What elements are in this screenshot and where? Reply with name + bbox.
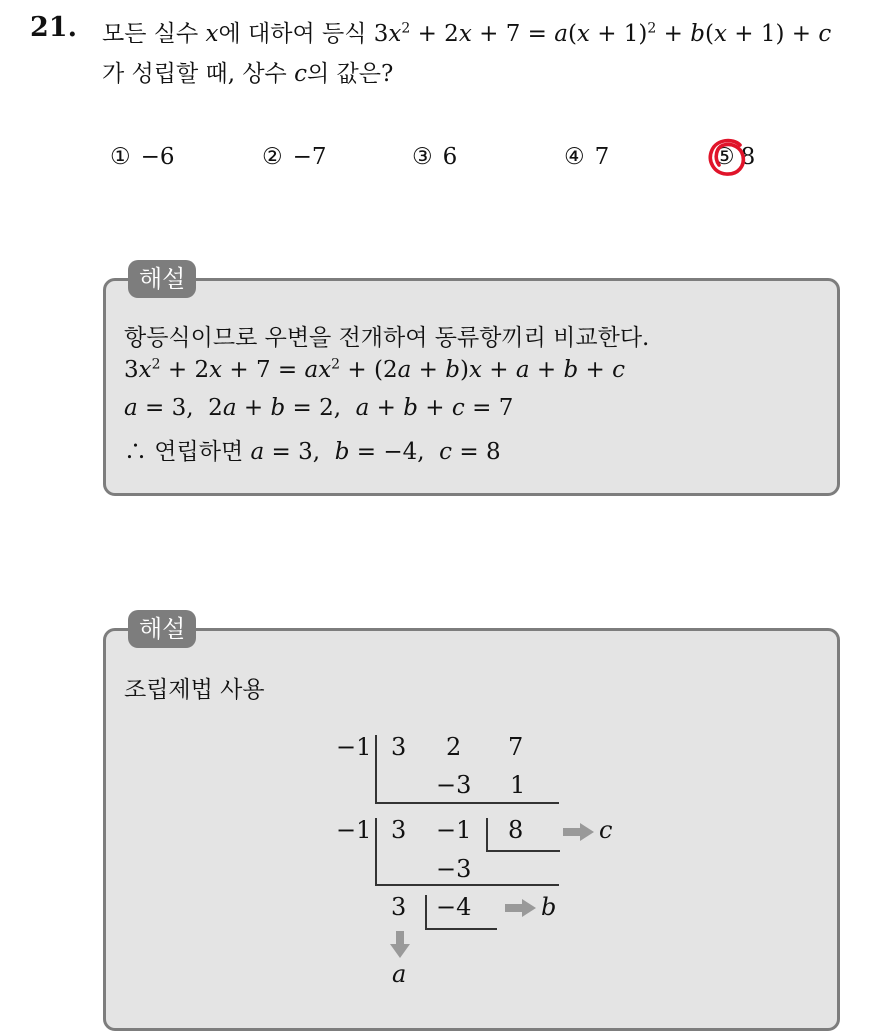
arrow-right-icon <box>563 823 595 841</box>
choice-5-mark: ⑤ <box>714 144 735 170</box>
row1-coef-2: 2 <box>446 733 462 761</box>
division-bar-horizontal-2 <box>375 884 559 886</box>
choice-3[interactable] <box>412 144 457 170</box>
arrow-down-icon <box>390 931 410 959</box>
solution-tag-1: 해설 <box>128 260 196 298</box>
solution1-line-3: a = 3, 2a + b = 2, a + b + c = 7 <box>124 395 514 421</box>
choice-1-value: −6 <box>140 144 175 170</box>
choice-2-value: −7 <box>292 144 327 170</box>
choice-5-value: 8 <box>740 144 756 170</box>
division-bar-vertical-2 <box>375 818 377 884</box>
row3-value-2: −1 <box>436 816 472 844</box>
division-bar-horizontal-1 <box>375 802 559 804</box>
remainder-b: −4 <box>436 893 472 921</box>
row1-coef-1: 3 <box>391 733 407 761</box>
row2-value-1: −3 <box>436 771 472 799</box>
question-line-1 <box>102 15 831 48</box>
question-number: 21. <box>30 12 77 43</box>
choice-1[interactable] <box>110 144 175 170</box>
choice-2-mark: ② <box>262 144 283 170</box>
divisor-2: −1 <box>336 816 372 844</box>
solution-tag-2: 해설 <box>128 610 196 648</box>
label-a: a <box>392 960 407 988</box>
choice-3-mark: ③ <box>412 144 433 170</box>
quotient-a: 3 <box>391 893 407 921</box>
row3-value-1: 3 <box>391 816 407 844</box>
remainder-box-horizontal-1 <box>486 850 560 852</box>
choice-3-value: 6 <box>442 144 458 170</box>
question-text-d: 의 값은? <box>306 61 394 87</box>
question-text-b: 에 대하여 등식 <box>218 21 367 47</box>
choice-4-value: 7 <box>594 144 610 170</box>
question-text-c: 가 성립할 때, 상수 <box>102 61 287 87</box>
question-equation: $3x^2 + 2x + 7 = a(x + 1)^2 + b(x + 1) + c$ <box>373 20 832 47</box>
solution2-title: 조립제법 사용 <box>124 677 265 703</box>
remainder-c: 8 <box>508 816 524 844</box>
remainder-box-horizontal-2 <box>425 928 497 930</box>
divisor-1: −1 <box>336 733 372 761</box>
question-var-c: c <box>294 61 307 87</box>
remainder-box-vertical-2 <box>425 895 427 928</box>
choice-1-mark: ① <box>110 144 131 170</box>
row4-value-1: −3 <box>436 855 472 883</box>
solution1-line-1: 항등식이므로 우변을 전개하여 동류항끼리 비교한다. <box>124 325 650 351</box>
remainder-box-vertical-1 <box>486 818 488 850</box>
answer-circle-mark <box>706 136 748 178</box>
label-b: b <box>541 893 557 921</box>
row2-value-2: 1 <box>510 771 526 799</box>
solution1-line-2: $3x^2 + 2x + 7 = ax^2 + (2a + b)x + a + b + c$ <box>124 356 625 383</box>
choice-4-mark: ④ <box>564 144 585 170</box>
solution1-line-4: ∴ 연립하면 a = 3, b = −4, c = 8 <box>124 439 501 465</box>
question-text-a: 모든 실수 <box>102 21 199 47</box>
label-c: c <box>599 816 613 844</box>
arrow-right-icon <box>505 899 537 917</box>
question-var-x: x <box>205 21 219 47</box>
division-bar-vertical-1 <box>375 735 377 802</box>
row1-coef-3: 7 <box>508 733 524 761</box>
choice-2[interactable] <box>262 144 327 170</box>
solution1-therefore: ∴ 연립하면 <box>124 439 244 465</box>
question-line-2 <box>102 55 393 88</box>
choice-4[interactable] <box>564 144 609 170</box>
